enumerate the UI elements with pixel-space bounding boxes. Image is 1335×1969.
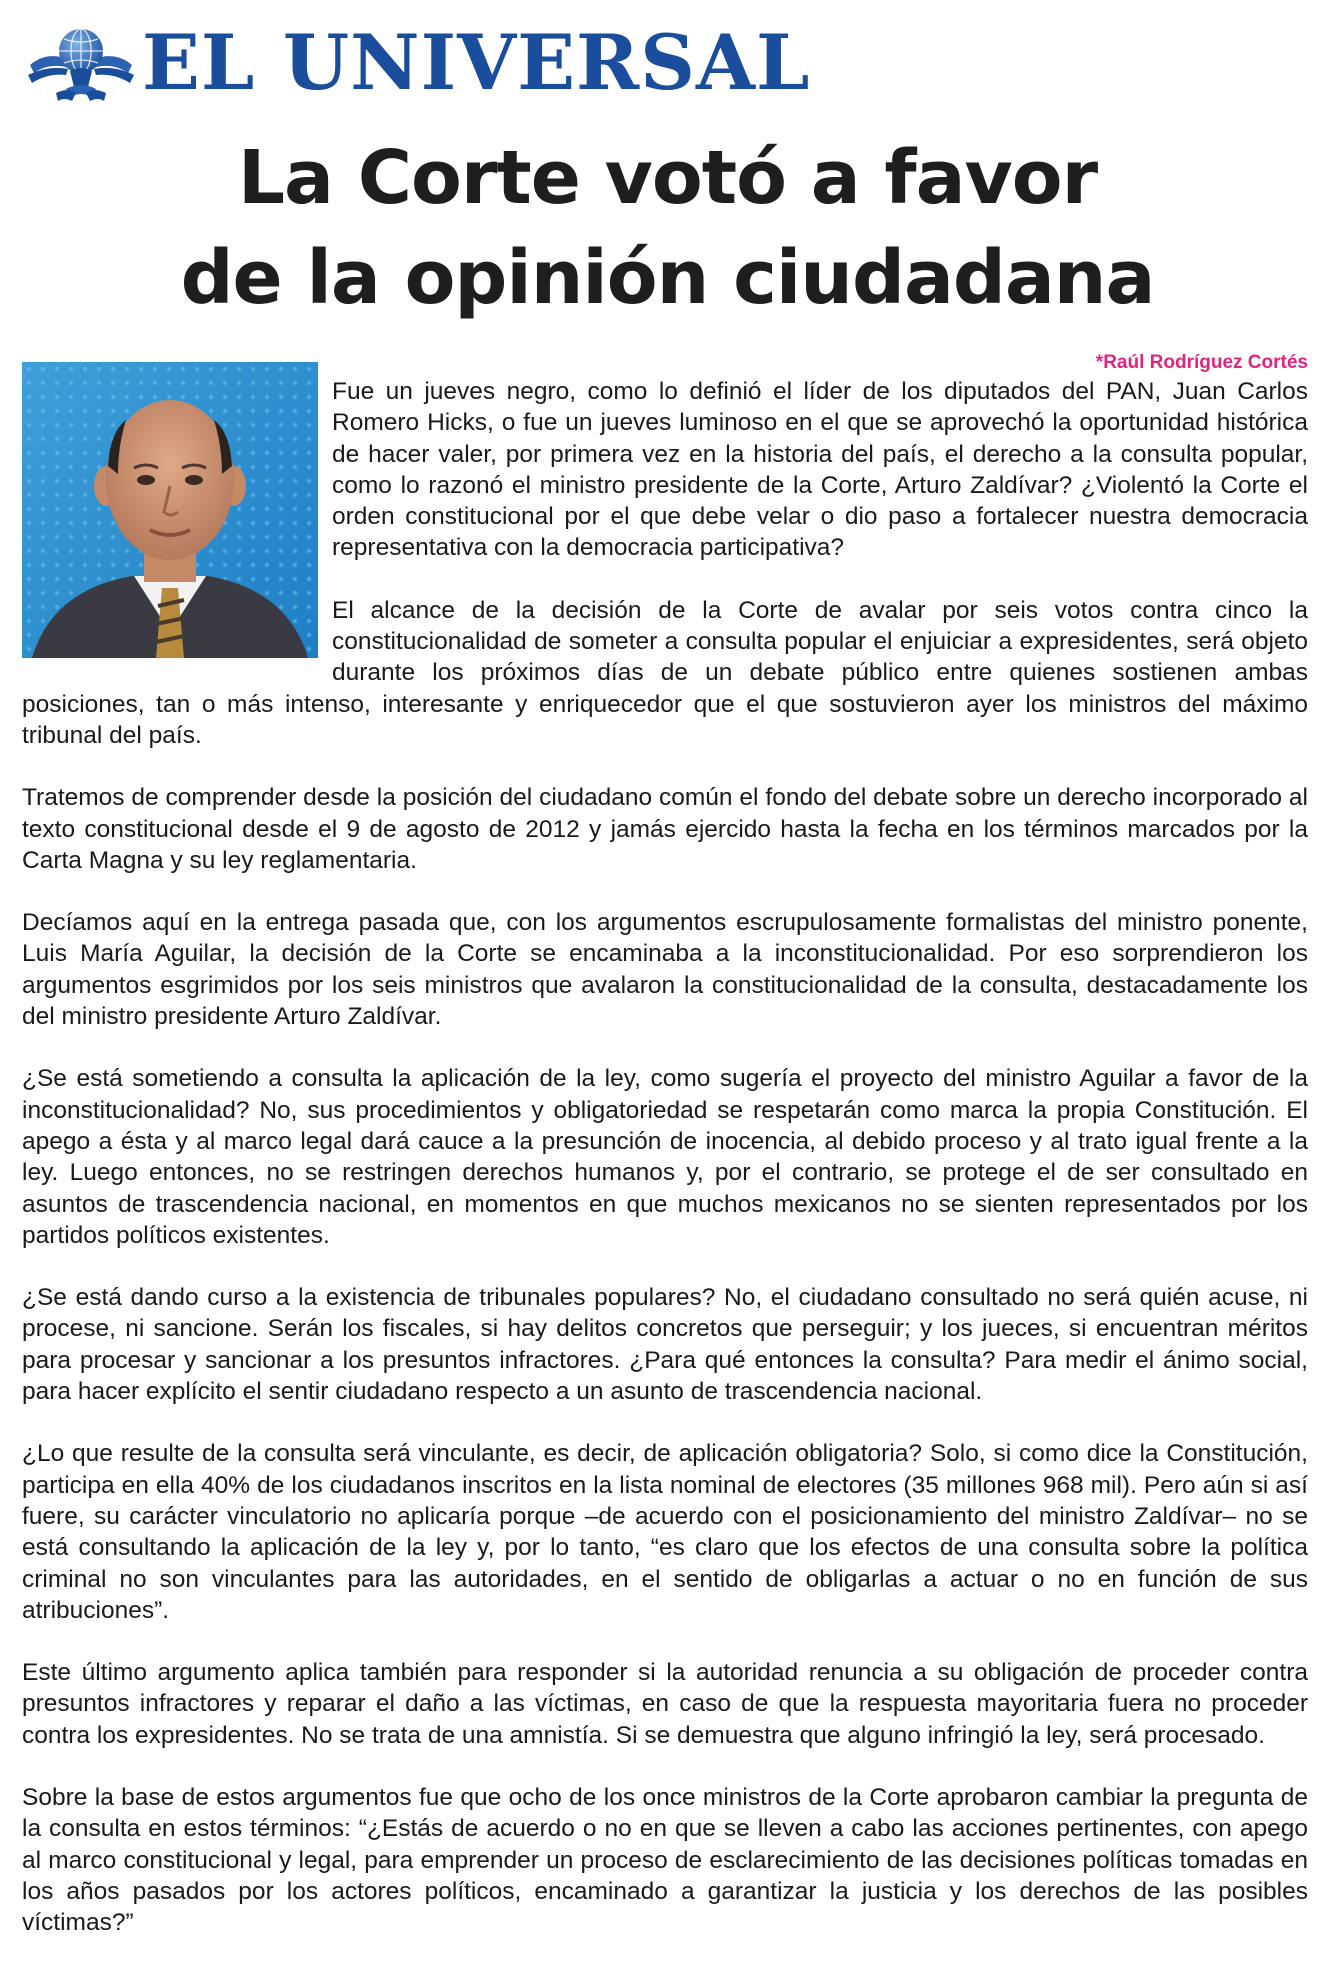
masthead-title: EL UNIVERSAL [142,18,811,107]
article-paragraph: ¿Se está dando curso a la existencia de tribunales populares? No, el ciudadano consultado no será quién acuse, ni procese, ni sancione. Serán los fiscales, si hay delitos concretos que perseguir; y los jueces, si encuentran méritos para procesar y sancionar a los presuntos infractores. ¿Para qué entonces la consulta? Para medir el ánimo social, para hacer explícito el sentir ciudadano respecto a un asunto de trascendencia nacional. [22,1284,1308,1406]
headline-line-2: de la opinión ciudadana [180,235,1155,321]
article-headline [0,128,1335,328]
article-paragraph: Sobre la base de estos argumentos fue que ocho de los once ministros de la Corte aprobaron cambiar la pregunta de la consulta en estos términos: “¿Estás de acuerdo o no en que se lleven a cabo las acciones pertinentes, con apego al marco constitucional y legal, para emprender un proceso de esclarecimiento de las decisiones políticas tomadas en los años pasados por los actores políticos, encaminado a garantizar la justicia y los derechos de las posibles víctimas?” [22,1783,1308,1937]
masthead [26,18,810,108]
article-paragraph: ¿Lo que resulte de la consulta será vinculante, es decir, de aplicación obligatoria? Solo, si como dice la Constitución, participa en ella 40% de los ciudadanos inscritos en la lista nominal de electores (35 millones 968 mil). Pero aún si así fuere, su carácter vinculatorio no aplicaría porque –de acuerdo con el posicionamiento del ministro Zaldívar– no se está consultando la aplicación de la ley y, por lo tanto, “es claro que los efectos de una consulta sobre la política criminal no son vinculantes para las autoridades, en el sentido de obligarlas a actuar o no en función de sus atribuciones”. [22,1440,1308,1624]
author-byline: *Raúl Rodríguez Cortés [1095,352,1308,373]
author-portrait [22,362,318,658]
article-paragraph: ¿Se está sometiendo a consulta la aplicación de la ley, como sugería el proyecto del ministro Aguilar a favor de la inconstitucionalidad? No, sus procedimientos y obligatoriedad se respetarán como marca la propia Constitución. El apego a ésta y al marco legal dará cauce a la presunción de inocencia, al debido proceso y al trato igual frente a la ley. Luego entonces, no se restringen derechos humanos y, por el contrario, se protege el de ser consultado en asuntos de trascendencia nacional, en momentos en que muchos mexicanos no se sienten representados por los partidos políticos existentes. [22,1065,1308,1249]
article-paragraph: El alcance de la decisión de la Corte de avalar por seis votos contra cinco la constitucionalidad de someter a consulta popular el enjuiciar a expresidentes, será objeto durante los próximos días de un debate público entre quienes sostienen ambas posiciones, tan o más intenso, interesante y enriquecedor que el que sostuvieron ayer los ministros del máximo tribunal del país. [22,596,1308,749]
article-body [22,350,1308,1969]
article-paragraph: Fue un jueves negro, como lo definió el líder de los diputados del PAN, Juan Carlos Romero Hicks, o fue un jueves luminoso en el que se aprovechó la oportunidad histórica de hacer valer, por primera vez en la historia del país, el derecho a la consulta popular, como lo razonó el ministro presidente de la Corte, Arturo Zaldívar? ¿Violentó la Corte el orden constitucional por el que debe velar o dio paso a fortalecer nuestra democracia representativa con la democracia participativa? [332,378,1308,562]
article-paragraph: Tratemos de comprender desde la posición del ciudadano común el fondo del debate sobre un derecho incorporado al texto constitucional desde el 9 de agosto de 2012 y jamás ejercido hasta la fecha en los términos marcados por la Carta Magna y su ley reglamentaria. [22,784,1308,874]
article-paragraph: Este último argumento aplica también para responder si la autoridad renuncia a su obligación de proceder contra presuntos infractores y reparar el daño a las víctimas, en caso de que la respuesta mayoritaria fuera no proceder contra los expresidentes. No se trata de una amnistía. Si se demuestra que alguno infringió la ley, será procesado. [22,1659,1308,1749]
article-paragraph: Decíamos aquí en la entrega pasada que, con los argumentos escrupulosamente formalistas del ministro ponente, Luis María Aguilar, la decisión de la Corte se encaminaba a la inconstitucionalidad. Por eso sorprendieron los argumentos esgrimidos por los seis ministros que avalaron la constitucionalidad de la consulta, destacadamente los del ministro presidente Arturo Zaldívar. [22,909,1308,1031]
globe-eagle-logo-icon [26,21,136,105]
headline-line-1: La Corte votó a favor [237,135,1098,221]
